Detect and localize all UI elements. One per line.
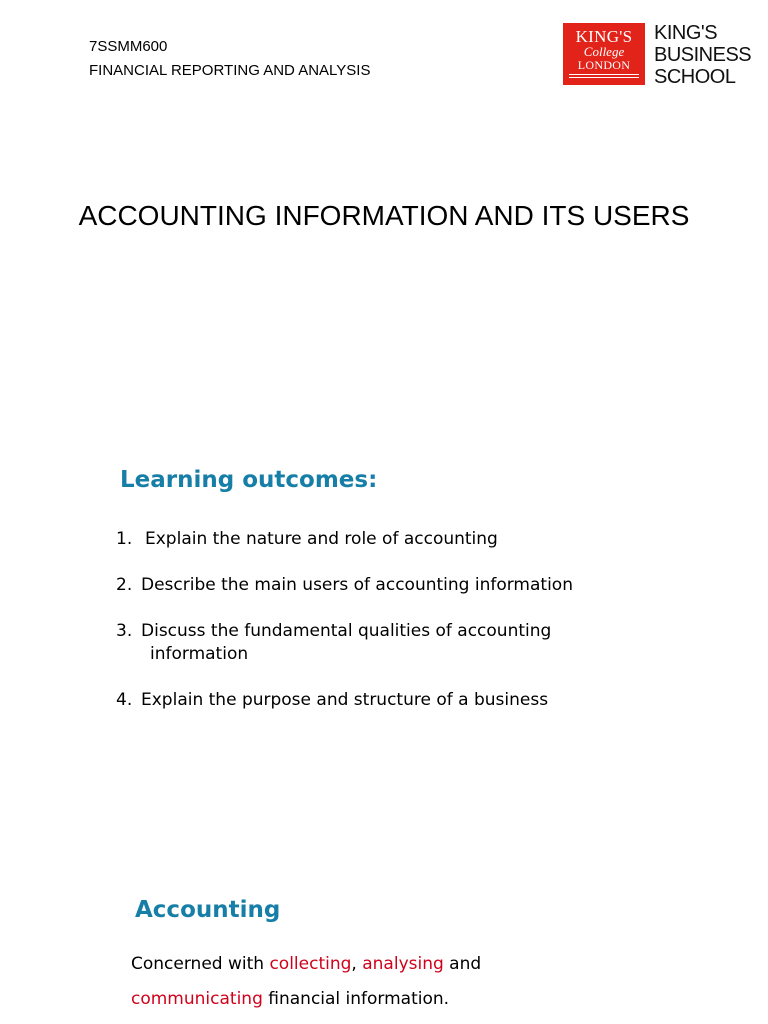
accounting-heading: Accounting xyxy=(135,897,281,923)
list-item xyxy=(116,574,573,597)
crest-rule xyxy=(569,74,639,75)
list-item xyxy=(116,620,551,666)
list-item xyxy=(116,528,498,551)
learning-outcomes-heading: Learning outcomes: xyxy=(120,467,378,493)
list-item xyxy=(116,689,548,712)
crest-rule xyxy=(569,77,639,78)
item-text: Describe the main users of accounting information xyxy=(141,575,573,595)
wordmark-line: KING'S xyxy=(654,22,718,44)
definition-text: Concerned with xyxy=(131,954,270,974)
course-name: FINANCIAL REPORTING AND ANALYSIS xyxy=(89,62,371,79)
crest-kings-text: KING'S xyxy=(575,27,633,46)
item-text: Discuss the fundamental qualities of accounting xyxy=(141,621,552,641)
crest-london-text: LONDON xyxy=(577,58,631,72)
definition-text: financial information. xyxy=(262,989,450,1009)
highlight-communicating: communicating xyxy=(131,989,263,1009)
highlight-analysing: analysing xyxy=(362,954,444,974)
course-code: 7SSMM600 xyxy=(89,38,168,55)
item-number: 2. xyxy=(116,575,133,595)
definition-text: and xyxy=(443,954,482,974)
item-text: Explain the purpose and structure of a business xyxy=(141,690,549,710)
item-number: 1. xyxy=(116,529,133,549)
accounting-definition xyxy=(131,947,691,1017)
kings-business-school-wordmark xyxy=(654,22,751,88)
item-number: 4. xyxy=(116,690,133,710)
item-text-continuation: information xyxy=(150,644,249,664)
wordmark-line: SCHOOL xyxy=(654,66,736,88)
crest-college-text: College xyxy=(583,44,625,59)
definition-text: , xyxy=(351,954,363,974)
item-text: Explain the nature and role of accounting xyxy=(145,529,498,549)
kings-college-london-crest-logo xyxy=(563,23,645,85)
highlight-collecting: collecting xyxy=(269,954,352,974)
wordmark-line: BUSINESS xyxy=(654,44,752,66)
item-number: 3. xyxy=(116,621,133,641)
document-title: ACCOUNTING INFORMATION AND ITS USERS xyxy=(78,200,690,231)
